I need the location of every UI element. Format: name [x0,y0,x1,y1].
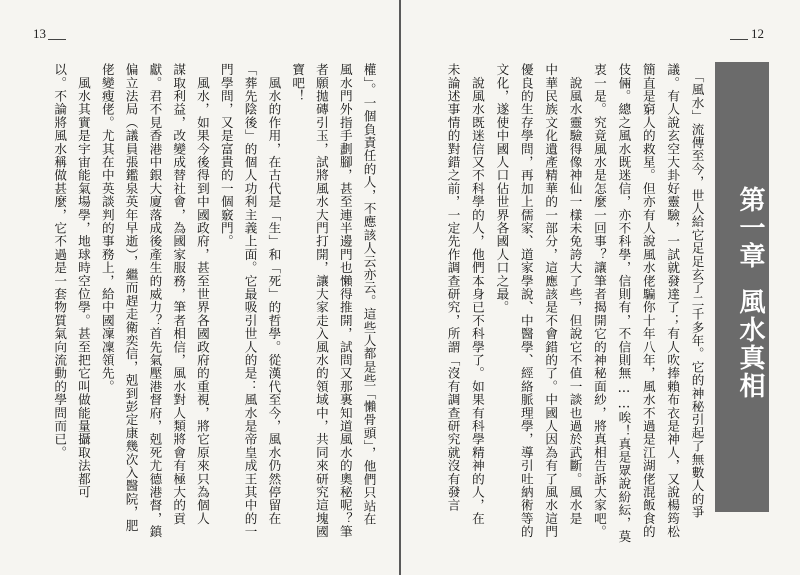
header-rule-left [48,39,66,40]
text-column: 議。有人說玄空大卦好靈驗，一試就發達了；有人吹捧賴布衣是神人，又說楊筠松 [665,63,681,539]
text-column: 中華民族文化遺產精華的一部分，這應該是不會錯的了。中國人因為有了風水這門 [543,63,559,539]
text-column: 佬變瘦佬。尤其在中英談判的事務上，給中國凜凜領先。 [99,63,115,393]
right-page [401,0,800,575]
text-column: 以。不論將風水稱做甚麼，它不過是一套物質氣向流動的學問而已。 [52,63,68,459]
chapter-label: 第一章 [735,186,765,270]
text-column: 「風水」流傳至今，世人給它足足玄了二千多年。它的神秘引起了無數人的爭 [689,63,705,519]
chapter-title: 風水真相 [735,288,765,400]
page-number-right: 12 [751,26,764,41]
text-column: 說風水既迷信又不科學的人，他們本身已不科學了。如果有科學精神的人，在 [469,63,485,525]
text-column: 寶吧！ [290,63,306,103]
text-column: 風水其實是宇宙能氣場學，地球時空位學。甚至把它叫做能量攝取法都可 [75,63,91,499]
text-column: 獻。君不見香港中銀大廈落成後產生的威力？首先氣壓港督府，剋死尤德港督，鎮 [147,63,163,539]
left-page [0,0,399,575]
header-rule-right [730,39,748,40]
page-number-left: 13 [33,26,46,41]
text-column: 門學問，又是富貴的一個竅門。 [218,63,234,248]
text-column: 說風水靈驗得像神仙一樣未免誇大了些，但說它不值一談也過於武斷。風水是 [567,63,583,525]
text-column: 衷一是。究竟風水是怎麼一回事？讓筆者揭開它的神秘面紗，將真相告訴大家吧。 [591,63,607,539]
text-column: 風水，如果今後得到中國政府，甚至世界各國政府的重視，將它原來只為個人 [194,63,210,525]
text-column: 簡直是窮人的救星。但亦有人說風水佬騙你十年八年，風水不過是江湖佬混飯食的 [640,63,656,539]
text-column: 者願拋磚引玉，試將風水大門打開，讓大家走入風水的領域中，共同來研究這塊國 [313,63,329,539]
text-column: 風水的作用，在古代是「生」和「死」的哲學。從漢代至今，風水仍然停留在 [266,63,282,525]
text-column: 謀取利益，改變成替社會，為國家服務，筆者相信，風水對人類將會有極大的貢 [171,63,187,525]
text-column: 風水門外指手劃腳，甚至連半邊門也懶得推開，試問又那裏知道風水的奧秘呢？筆 [337,63,353,539]
text-column: 未論述事情的對錯之前，一定先作調查研究，所謂「沒有調查研究就沒有發言 [445,63,461,512]
text-column: 文化，遂使中國人口佔世界各國人口之最。 [494,63,510,314]
text-column: 權」。一個負責任的人，不應該人云亦云。這些人都是些「懶骨頭」，他們只站在 [361,63,377,526]
chapter-heading [715,62,769,512]
text-column: 伎倆。總之風水既迷信，亦不科學，信則有，不信則無……唉！真是眾說紛紜，莫 [616,63,632,543]
text-column: 優良的生存學問，再加上儒家、道家學說、中醫學、經絡脈理學，導引吐納術等的 [518,63,534,539]
text-column: 「葬先陰後」的個人功利主義上面。它最吸引世人的是：風水是帝皇成王其中的一 [242,63,258,539]
text-column: 偏立法局（議員張鑑泉英年早逝），繼而趕走衛奕信，剋到彭定康幾次入醫院，肥 [123,63,139,532]
